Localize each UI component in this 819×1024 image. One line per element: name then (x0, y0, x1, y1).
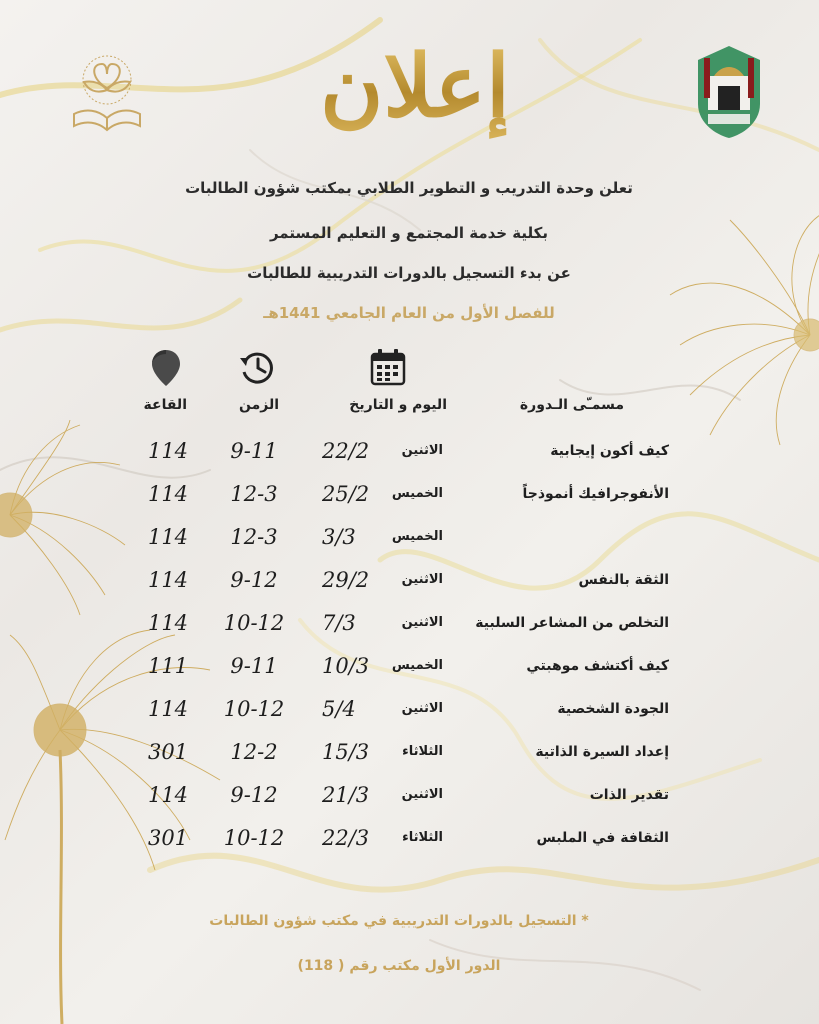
course-room: 301 (147, 826, 189, 850)
course-time: 9-12 (230, 568, 278, 592)
course-time: 10-12 (223, 697, 285, 721)
course-time: 9-12 (230, 783, 278, 807)
col-header-date: اليوم و التاريخ (349, 397, 447, 413)
gold-flower-right (660, 190, 819, 450)
table-row (0, 522, 819, 552)
course-room: 114 (147, 568, 189, 592)
table-row (0, 479, 819, 509)
course-day: الاثنين (401, 787, 443, 802)
course-name: الجودة الشخصية (557, 701, 669, 717)
course-room: 114 (147, 525, 189, 549)
course-room: 114 (147, 439, 189, 463)
course-room: 114 (147, 611, 189, 635)
intro-line-1: تعلن وحدة التدريب و التطوير الطلابي بمكتب شؤون الطالبات (185, 179, 633, 197)
course-day: الثلاثاء (402, 744, 443, 759)
course-date: 5/4 (322, 697, 356, 721)
announcement-title: إعلان (300, 32, 530, 142)
table-row (0, 651, 819, 681)
footer-office-location: الدور الأول مكتب رقم ( 118) (297, 958, 501, 974)
table-row (0, 694, 819, 724)
col-header-time: الزمن (238, 397, 279, 413)
course-room: 114 (147, 482, 189, 506)
course-day: الاثنين (401, 701, 443, 716)
open-book-flower-logo (62, 50, 152, 134)
course-name: كيف أكون إيجابية (550, 443, 669, 459)
col-header-room: القاعة (143, 397, 187, 413)
table-row (0, 436, 819, 466)
clock-history-icon (238, 350, 276, 386)
calendar-icon (370, 348, 406, 386)
course-name: التخلص من المشاعر السلبية (475, 615, 669, 631)
col-header-course: مسمـّى الـدورة (519, 397, 624, 413)
course-day: الخميس (391, 658, 443, 673)
table-row (0, 565, 819, 595)
course-time: 9-11 (230, 439, 278, 463)
course-date: 10/3 (322, 654, 370, 678)
course-name: إعداد السيرة الذاتية (535, 744, 669, 760)
table-row (0, 780, 819, 810)
footer-registration-note: * التسجيل بالدورات التدريبية في مكتب شؤون الطالبات (209, 913, 589, 929)
course-time: 10-12 (223, 826, 285, 850)
course-date: 22/2 (322, 439, 370, 463)
course-date: 21/3 (322, 783, 370, 807)
course-time: 10-12 (223, 611, 285, 635)
course-time: 12-3 (230, 525, 278, 549)
course-room: 114 (147, 783, 189, 807)
course-name: كيف أكتشف موهبتي (526, 658, 669, 674)
intro-line-3: عن بدء التسجيل بالدورات التدريبية للطالبات (247, 264, 571, 282)
course-room: 114 (147, 697, 189, 721)
course-time: 12-2 (230, 740, 278, 764)
course-date: 25/2 (322, 482, 370, 506)
course-day: الاثنين (401, 443, 443, 458)
course-day: الاثنين (401, 615, 443, 630)
course-date: 15/3 (322, 740, 370, 764)
course-day: الخميس (391, 486, 443, 501)
course-day: الثلاثاء (402, 830, 443, 845)
course-name: الثقة بالنفس (578, 572, 669, 588)
table-row (0, 737, 819, 767)
course-name: الثقافة في الملبس (536, 830, 669, 846)
university-crest-logo (694, 42, 764, 140)
course-time: 9-11 (230, 654, 278, 678)
course-date: 29/2 (322, 568, 370, 592)
course-room: 301 (147, 740, 189, 764)
course-time: 12-3 (230, 482, 278, 506)
course-name: الأنفوجرافيك أنموذجاً (522, 486, 669, 502)
table-row (0, 823, 819, 853)
course-room: 111 (147, 654, 189, 678)
intro-line-2: بكلية خدمة المجتمع و التعليم المستمر (269, 224, 549, 242)
location-pin-icon (150, 348, 182, 388)
course-date: 22/3 (322, 826, 370, 850)
course-name: تقدير الذات (589, 787, 669, 803)
course-day: الخميس (391, 529, 443, 544)
course-date: 7/3 (322, 611, 356, 635)
course-day: الاثنين (401, 572, 443, 587)
table-row (0, 608, 819, 638)
semester-line: للفصل الأول من العام الجامعي 1441هـ (263, 304, 555, 322)
course-date: 3/3 (322, 525, 356, 549)
